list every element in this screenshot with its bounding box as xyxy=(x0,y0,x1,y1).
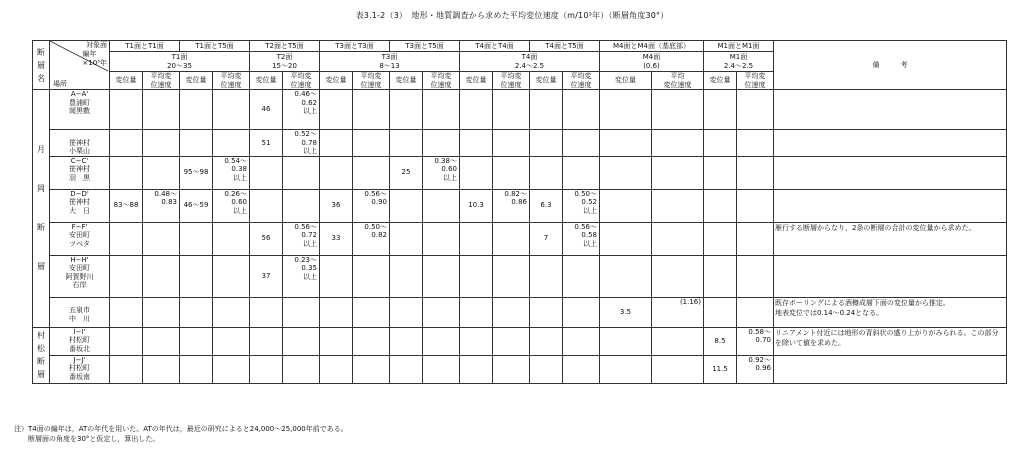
displacement-cell xyxy=(530,90,563,130)
displacement-cell xyxy=(180,327,213,355)
surface-pair-header: T1面とT5面 xyxy=(180,41,250,52)
displacement-cell xyxy=(320,327,353,355)
age-label: 編年 ×10³年 xyxy=(82,50,107,67)
displacement-cell xyxy=(600,130,652,157)
table-row xyxy=(33,297,1007,327)
avg-rate-cell xyxy=(563,355,600,383)
avg-rate-cell xyxy=(563,156,600,189)
surface-age-header: T1面 20〜35 xyxy=(110,52,250,72)
avg-rate-cell xyxy=(652,255,704,297)
avg-rate-cell: 0.56〜 0.72 以上 xyxy=(283,222,320,255)
avg-rate-cell xyxy=(353,130,390,157)
displacement-cell xyxy=(110,90,143,130)
avg-rate-header: 平均変 位速度 xyxy=(737,72,774,90)
displacement-cell xyxy=(180,355,213,383)
displacement-cell: 11.5 xyxy=(704,355,737,383)
avg-rate-cell xyxy=(143,130,180,157)
avg-rate-cell xyxy=(737,156,774,189)
displacement-header: 変位量 xyxy=(704,72,737,90)
remarks-header: 備 考 xyxy=(774,41,1007,90)
table-row xyxy=(33,130,1007,157)
avg-rate-cell xyxy=(423,130,460,157)
displacement-cell: 10.3 xyxy=(460,189,493,222)
avg-rate-cell xyxy=(143,297,180,327)
displacement-cell xyxy=(530,156,563,189)
remark-cell xyxy=(774,355,1007,383)
displacement-cell xyxy=(390,222,423,255)
displacement-cell xyxy=(320,130,353,157)
avg-rate-header: 平均変 位速度 xyxy=(423,72,460,90)
avg-rate-cell xyxy=(737,90,774,130)
location-cell: A−A' 豊浦町 岡黒敷 xyxy=(50,90,110,130)
avg-rate-cell xyxy=(563,130,600,157)
surface-pair-header: T3面とT3面 xyxy=(320,41,390,52)
location-label: 場所 xyxy=(53,79,67,88)
avg-rate-cell xyxy=(143,222,180,255)
remark-cell xyxy=(774,189,1007,222)
surface-pair-header: T4面とT4面 xyxy=(460,41,530,52)
avg-rate-cell: 0.52〜 0.78 以上 xyxy=(283,130,320,157)
displacement-header: 変位量 xyxy=(110,72,143,90)
displacement-cell xyxy=(704,297,737,327)
avg-rate-cell xyxy=(143,156,180,189)
displacement-cell xyxy=(460,327,493,355)
displacement-cell xyxy=(704,222,737,255)
displacement-cell xyxy=(180,130,213,157)
displacement-cell xyxy=(600,189,652,222)
avg-rate-cell xyxy=(423,90,460,130)
remark-cell: 既存ボーリングによる酒樽成層下面の変位量から推定。 地表変位では0.14〜0.24となる。 xyxy=(774,297,1007,327)
avg-rate-cell xyxy=(493,297,530,327)
avg-rate-cell xyxy=(423,327,460,355)
avg-rate-cell xyxy=(423,222,460,255)
displacement-cell xyxy=(390,90,423,130)
avg-rate-cell: 0.46〜 0.62 以上 xyxy=(283,90,320,130)
displacement-cell: 95〜98 xyxy=(180,156,213,189)
table-row xyxy=(33,255,1007,297)
displacement-cell xyxy=(250,297,283,327)
avg-rate-cell xyxy=(493,90,530,130)
remark-cell xyxy=(774,90,1007,130)
avg-rate-cell: 0.82〜 0.86 xyxy=(493,189,530,222)
surface-age-header: M1面 2.4〜2.5 xyxy=(704,52,774,72)
displacement-cell xyxy=(600,327,652,355)
displacement-cell xyxy=(110,156,143,189)
displacement-cell xyxy=(530,355,563,383)
avg-rate-cell xyxy=(652,90,704,130)
surface-pair-header: T3面とT5面 xyxy=(390,41,460,52)
displacement-cell xyxy=(320,297,353,327)
table-row xyxy=(33,189,1007,222)
displacement-cell xyxy=(390,189,423,222)
displacement-cell xyxy=(180,90,213,130)
fault-name-muramatsu: 村 松 断 層 xyxy=(33,327,50,383)
displacement-cell xyxy=(600,90,652,130)
avg-rate-cell xyxy=(353,255,390,297)
avg-rate-header: 平均変 位速度 xyxy=(283,72,320,90)
avg-rate-cell xyxy=(213,130,250,157)
avg-rate-cell xyxy=(423,355,460,383)
table-row xyxy=(33,355,1007,383)
displacement-cell xyxy=(704,255,737,297)
avg-rate-cell: 0.54〜 0.38 以上 xyxy=(213,156,250,189)
avg-rate-cell xyxy=(353,156,390,189)
surface-pair-header: M1面とM1面 xyxy=(704,41,774,52)
displacement-cell xyxy=(704,90,737,130)
fault-name-header: 断 層 名 xyxy=(33,41,50,90)
avg-rate-cell: 0.56〜 0.58 以上 xyxy=(563,222,600,255)
avg-rate-cell: 0.48〜 0.83 xyxy=(143,189,180,222)
displacement-cell xyxy=(390,327,423,355)
displacement-cell xyxy=(460,130,493,157)
avg-rate-cell xyxy=(283,189,320,222)
displacement-cell xyxy=(460,90,493,130)
avg-rate-cell xyxy=(353,297,390,327)
avg-rate-cell xyxy=(213,297,250,327)
avg-rate-cell xyxy=(493,130,530,157)
location-cell: J−J' 村松町 番坂南 xyxy=(50,355,110,383)
avg-rate-cell: 0.38〜 0.60 以上 xyxy=(423,156,460,189)
displacement-cell xyxy=(460,222,493,255)
table-row xyxy=(33,222,1007,255)
displacement-cell: 83〜88 xyxy=(110,189,143,222)
displacement-header: 変位量 xyxy=(600,72,652,90)
location-cell: H−H' 安田町 阿賀野川 右岸 xyxy=(50,255,110,297)
displacement-header: 変位量 xyxy=(320,72,353,90)
displacement-cell xyxy=(460,297,493,327)
avg-rate-cell xyxy=(353,355,390,383)
avg-rate-header: 平均変 位速度 xyxy=(353,72,390,90)
displacement-cell xyxy=(250,327,283,355)
displacement-cell xyxy=(460,255,493,297)
displacement-cell xyxy=(320,355,353,383)
avg-rate-cell xyxy=(737,222,774,255)
avg-rate-header: 平均 変位速度 xyxy=(652,72,704,90)
avg-rate-cell xyxy=(493,156,530,189)
displacement-header: 変位量 xyxy=(460,72,493,90)
surface-age-header: T3面 8〜13 xyxy=(320,52,460,72)
displacement-cell: 36 xyxy=(320,189,353,222)
avg-rate-cell: 0.56〜 0.90 xyxy=(353,189,390,222)
avg-rate-cell: 0.23〜 0.35 以上 xyxy=(283,255,320,297)
avg-rate-cell xyxy=(283,297,320,327)
surface-pair-header: T2面とT5面 xyxy=(250,41,320,52)
displacement-header: 変位量 xyxy=(530,72,563,90)
displacement-cell xyxy=(460,156,493,189)
avg-rate-cell xyxy=(143,255,180,297)
remark-cell xyxy=(774,156,1007,189)
avg-rate-header: 平均変 位速度 xyxy=(563,72,600,90)
table-row xyxy=(33,90,1007,130)
location-cell: 五泉市 中 川 xyxy=(50,297,110,327)
displacement-cell: 33 xyxy=(320,222,353,255)
avg-rate-header: 平均変 位速度 xyxy=(213,72,250,90)
location-cell: F−F' 安田町 ツベタ xyxy=(50,222,110,255)
displacement-cell xyxy=(530,297,563,327)
avg-rate-cell xyxy=(493,355,530,383)
avg-rate-cell: 0.50〜 0.82 xyxy=(353,222,390,255)
displacement-header: 変位量 xyxy=(180,72,213,90)
target-surface-label: 対象面 xyxy=(86,41,107,49)
footnote-2: 断層面の角度を30°と仮定し，算出した。 xyxy=(28,435,160,443)
fault-name-tsukioka: 月 岡 断 層 xyxy=(33,90,50,328)
displacement-cell: 56 xyxy=(250,222,283,255)
avg-rate-cell xyxy=(143,327,180,355)
corner-header-cell xyxy=(50,41,110,90)
displacement-cell xyxy=(110,222,143,255)
avg-rate-cell xyxy=(563,255,600,297)
avg-rate-cell xyxy=(283,355,320,383)
location-cell: I−I' 村松町 番坂北 xyxy=(50,327,110,355)
avg-rate-cell xyxy=(652,327,704,355)
displacement-cell xyxy=(704,130,737,157)
displacement-cell xyxy=(320,156,353,189)
avg-rate-cell: 0.92〜 0.96 xyxy=(737,355,774,383)
displacement-cell: 25 xyxy=(390,156,423,189)
displacement-cell xyxy=(530,130,563,157)
displacement-cell xyxy=(180,297,213,327)
displacement-cell xyxy=(704,189,737,222)
displacement-cell xyxy=(390,255,423,297)
displacement-cell: 37 xyxy=(250,255,283,297)
displacement-cell: 6.3 xyxy=(530,189,563,222)
avg-rate-cell xyxy=(493,255,530,297)
avg-rate-cell xyxy=(143,90,180,130)
footnotes xyxy=(14,424,348,444)
table-row xyxy=(33,327,1007,355)
displacement-cell xyxy=(110,355,143,383)
displacement-cell xyxy=(600,255,652,297)
avg-rate-cell xyxy=(652,222,704,255)
avg-rate-cell: 0.58〜 0.70 xyxy=(737,327,774,355)
location-cell: D−D' 笹神村 大 日 xyxy=(50,189,110,222)
avg-rate-cell xyxy=(652,189,704,222)
avg-rate-header: 平均変 位速度 xyxy=(143,72,180,90)
avg-rate-cell xyxy=(652,355,704,383)
avg-rate-cell xyxy=(737,130,774,157)
avg-rate-header: 平均変 位速度 xyxy=(493,72,530,90)
avg-rate-cell: 0.26〜 0.60 以上 xyxy=(213,189,250,222)
displacement-cell xyxy=(180,222,213,255)
displacement-header: 変位量 xyxy=(390,72,423,90)
displacement-cell xyxy=(600,156,652,189)
avg-rate-cell xyxy=(423,189,460,222)
avg-rate-cell xyxy=(213,327,250,355)
displacement-rate-table xyxy=(32,40,1007,384)
remark-cell: リニアメント付近には地形の背斜状の盛り上がりがみられる。この部分を除いて値を求めた。 xyxy=(774,327,1007,355)
remark-cell xyxy=(774,130,1007,157)
displacement-cell: 8.5 xyxy=(704,327,737,355)
displacement-cell xyxy=(390,355,423,383)
table-title: 表3.1-2（3） 地形・地質調査から求めた平均変位速度（m/10³年）（断層角度30°） xyxy=(355,11,669,20)
avg-rate-cell xyxy=(737,297,774,327)
displacement-cell xyxy=(600,355,652,383)
displacement-cell xyxy=(460,355,493,383)
displacement-cell xyxy=(704,156,737,189)
remark-cell: 雁行する断層からなり，2条の断層の合計の変位量から求めた。 xyxy=(774,222,1007,255)
avg-rate-cell xyxy=(213,222,250,255)
avg-rate-cell xyxy=(283,156,320,189)
displacement-cell xyxy=(530,255,563,297)
surface-pair-header: M4面とM4面（基底部） xyxy=(600,41,704,52)
avg-rate-cell xyxy=(423,297,460,327)
avg-rate-cell xyxy=(652,130,704,157)
displacement-cell xyxy=(320,90,353,130)
displacement-cell xyxy=(250,156,283,189)
displacement-cell xyxy=(110,255,143,297)
displacement-cell: 46 xyxy=(250,90,283,130)
avg-rate-cell xyxy=(353,327,390,355)
surface-age-header: T2面 15〜20 xyxy=(250,52,320,72)
avg-rate-cell xyxy=(737,189,774,222)
avg-rate-cell xyxy=(563,297,600,327)
table-row xyxy=(33,156,1007,189)
surface-age-header: T4面 2.4〜2.5 xyxy=(460,52,600,72)
displacement-cell: 3.5 xyxy=(600,297,652,327)
avg-rate-cell: 0.50〜 0.52 以上 xyxy=(563,189,600,222)
avg-rate-cell xyxy=(563,327,600,355)
footnote-1: 注）T4面の編年は，ATの年代を用いた。ATの年代は，最近の研究によると24,000〜25,000年前である。 xyxy=(14,425,348,433)
avg-rate-cell xyxy=(493,222,530,255)
avg-rate-cell xyxy=(213,90,250,130)
surface-pair-header: T1面とT1面 xyxy=(110,41,180,52)
displacement-cell xyxy=(390,130,423,157)
displacement-cell xyxy=(530,327,563,355)
displacement-cell xyxy=(390,297,423,327)
displacement-cell xyxy=(180,255,213,297)
avg-rate-cell xyxy=(563,90,600,130)
displacement-cell xyxy=(250,189,283,222)
avg-rate-cell xyxy=(213,355,250,383)
remark-cell xyxy=(774,255,1007,297)
displacement-cell: 51 xyxy=(250,130,283,157)
avg-rate-cell xyxy=(283,327,320,355)
avg-rate-cell xyxy=(353,90,390,130)
surface-pair-header: T4面とT5面 xyxy=(530,41,600,52)
avg-rate-cell xyxy=(652,156,704,189)
avg-rate-cell xyxy=(213,255,250,297)
displacement-cell xyxy=(600,222,652,255)
displacement-cell xyxy=(110,130,143,157)
avg-rate-cell: (1.16) xyxy=(652,297,704,327)
location-cell: 笹神村 小栗山 xyxy=(50,130,110,157)
displacement-cell xyxy=(320,255,353,297)
displacement-header: 変位量 xyxy=(250,72,283,90)
avg-rate-cell xyxy=(423,255,460,297)
displacement-cell: 46〜59 xyxy=(180,189,213,222)
surface-age-header: M4面 (0.6) xyxy=(600,52,704,72)
displacement-cell xyxy=(110,297,143,327)
displacement-cell xyxy=(250,355,283,383)
displacement-cell: 7 xyxy=(530,222,563,255)
avg-rate-cell xyxy=(737,255,774,297)
avg-rate-cell xyxy=(143,355,180,383)
displacement-cell xyxy=(110,327,143,355)
location-cell: C−C' 笹神村 羽 黒 xyxy=(50,156,110,189)
avg-rate-cell xyxy=(493,327,530,355)
